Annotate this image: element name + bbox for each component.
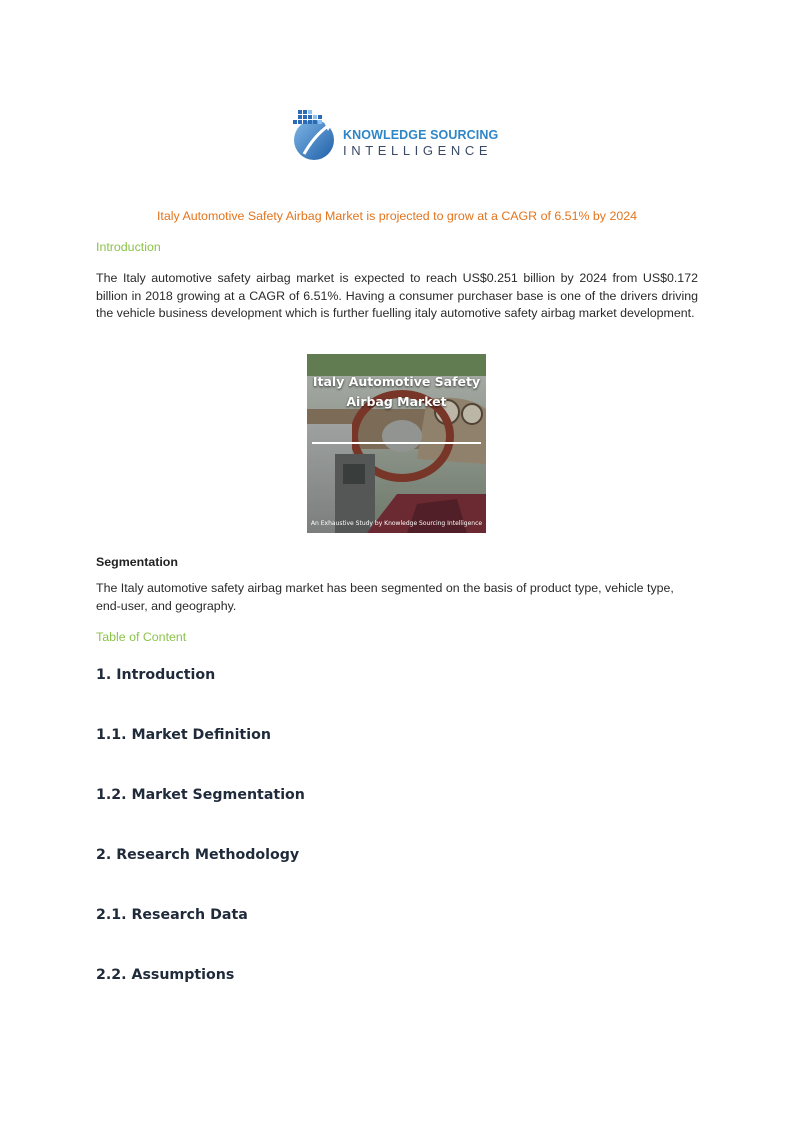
toc-item: 1. Introduction xyxy=(96,667,216,683)
company-logo xyxy=(290,106,505,166)
toc-item: 1.1. Market Definition xyxy=(96,727,271,743)
toc-item: 1.2. Market Segmentation xyxy=(96,787,305,803)
toc-item: 2. Research Methodology xyxy=(96,847,300,863)
hero-image xyxy=(307,354,486,533)
segmentation-text: The Italy automotive safety airbag market has been segmented on the basis of product type, vehicle type, end-user, and geography. xyxy=(96,581,674,613)
toc-item: 2.1. Research Data xyxy=(96,907,248,923)
toc-label: Table of Content xyxy=(96,630,187,644)
introduction-text: The Italy automotive safety airbag market is expected to reach US$0.251 billion by 2024 from US$0.172 billion in 2018 growing at a CAGR of 6.51%. Having a consumer purchaser base is one of the drivers driving the vehicle business development which is further fuelling italy automotive safety airbag market development. xyxy=(96,271,698,320)
logo-text-secondary: INTELLIGENCE xyxy=(343,143,493,158)
logo-mark-icon xyxy=(290,106,342,166)
hero-title: Italy Automotive Safety Airbag Market xyxy=(312,374,481,409)
hero-divider xyxy=(312,442,481,444)
logo-text-primary: KNOWLEDGE SOURCING xyxy=(343,128,499,142)
segmentation-heading: Segmentation xyxy=(96,555,178,569)
page-headline: Italy Automotive Safety Airbag Market is projected to grow at a CAGR of 6.51% by 2024 xyxy=(156,209,638,223)
introduction-label: Introduction xyxy=(96,240,161,254)
toc-item: 2.2. Assumptions xyxy=(96,967,235,983)
hero-caption: An Exhaustive Study by Knowledge Sourcing Intelligence xyxy=(310,520,483,527)
